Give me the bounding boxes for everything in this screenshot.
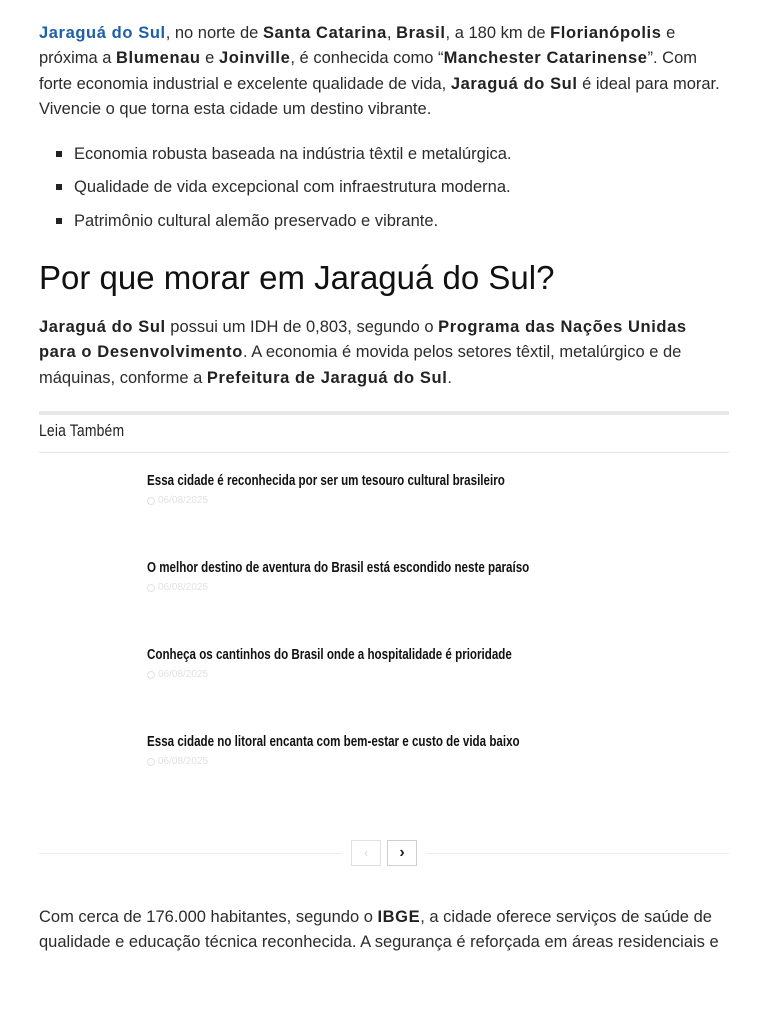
text: Com cerca de 176.000 habitantes, segundo o — [39, 908, 378, 926]
date-text: 06/08/2025 — [158, 495, 209, 506]
clock-icon — [147, 758, 155, 766]
text: ”. Com forte economia industrial e excelente qualidade de vida, — [39, 49, 698, 93]
date-text: 06/08/2025 — [158, 582, 209, 593]
related-item[interactable] — [147, 472, 727, 506]
capital-name: Florianópolis — [550, 24, 662, 42]
list-item — [56, 144, 512, 177]
related-item-date — [147, 495, 727, 506]
city-name: Blumenau — [116, 49, 201, 68]
related-top-border — [39, 411, 729, 415]
next-page-button[interactable] — [387, 840, 417, 866]
chevron-right-icon: › — [399, 844, 405, 861]
city-name: Jaraguá do Sul — [450, 74, 578, 93]
intro-paragraph — [39, 21, 729, 122]
population-paragraph — [39, 905, 729, 956]
city-link[interactable]: Jaraguá do Sul — [39, 24, 166, 42]
pager-line-left — [39, 853, 341, 854]
chevron-left-icon: ‹ — [364, 846, 368, 860]
list-item-text: Patrimônio cultural alemão preservado e vibrante. — [74, 211, 439, 230]
related-item-title[interactable]: Essa cidade é reconhecida por ser um tesouro cultural brasileiro — [147, 473, 505, 489]
section-heading: Por que morar em Jaraguá do Sul? — [39, 259, 555, 296]
text: é ideal para morar. Vivencie o que torna esta cidade um destino vibrante. — [39, 74, 720, 118]
text: , a cidade oferece serviços de saúde de qualidade e educação técnica reconhecida. A segurança é reforçada em áreas residenciais e — [39, 908, 719, 952]
related-item-date — [147, 669, 727, 680]
related-item[interactable] — [147, 646, 727, 680]
related-item-title[interactable]: Conheça os cantinhos do Brasil onde a hospitalidade é prioridade — [147, 647, 512, 663]
bullet-square-icon — [56, 151, 62, 157]
nickname: Manchester Catarinense — [443, 49, 648, 68]
related-item-title[interactable]: Essa cidade no litoral encanta com bem-estar e custo de vida baixo — [147, 734, 520, 750]
prefeitura-name: Prefeitura de Jaraguá do Sul — [206, 368, 448, 387]
date-text: 06/08/2025 — [158, 669, 209, 680]
related-item-date — [147, 756, 727, 767]
list-item-text: Qualidade de vida excepcional com infraestrutura moderna. — [74, 178, 511, 197]
clock-icon — [147, 584, 155, 592]
text: e próxima a — [39, 24, 676, 68]
list-item — [56, 177, 512, 210]
text: e — [200, 49, 219, 68]
text: possui um IDH de 0,803, segundo o — [165, 318, 439, 336]
feature-list — [56, 144, 512, 244]
country-name: Brasil — [396, 24, 446, 42]
related-divider — [39, 452, 729, 453]
clock-icon — [147, 497, 155, 505]
text: , — [386, 24, 397, 42]
city-name: Joinville — [218, 49, 291, 68]
list-item — [56, 211, 512, 244]
pager-line-right — [427, 853, 729, 854]
bullet-square-icon — [56, 218, 62, 224]
text: . A economia é movida pelos setores têxtil, metalúrgico e de máquinas, conforme a — [39, 343, 682, 387]
text: , a 180 km de — [445, 24, 551, 42]
ibge-name: IBGE — [377, 908, 421, 926]
related-title: Leia Também — [39, 421, 125, 440]
state-name: Santa Catarina — [262, 24, 387, 42]
list-item-text: Economia robusta baseada na indústria têxtil e metalúrgica. — [74, 145, 512, 163]
text: . — [447, 368, 452, 387]
prev-page-button[interactable] — [351, 840, 381, 866]
program-name: Programa das Nações Unidas para o Desenvolvimento — [39, 318, 687, 362]
related-item-date — [147, 582, 727, 593]
clock-icon — [147, 671, 155, 679]
related-item-title[interactable]: O melhor destino de aventura do Brasil está escondido neste paraíso — [147, 560, 530, 576]
idh-paragraph — [39, 315, 729, 391]
text: , é conhecida como “ — [290, 49, 444, 68]
city-name: Jaraguá do Sul — [39, 318, 166, 336]
related-item[interactable] — [147, 559, 727, 593]
date-text: 06/08/2025 — [158, 756, 209, 767]
bullet-square-icon — [56, 184, 62, 190]
related-item[interactable] — [147, 733, 727, 767]
text: , no norte de — [165, 24, 263, 42]
